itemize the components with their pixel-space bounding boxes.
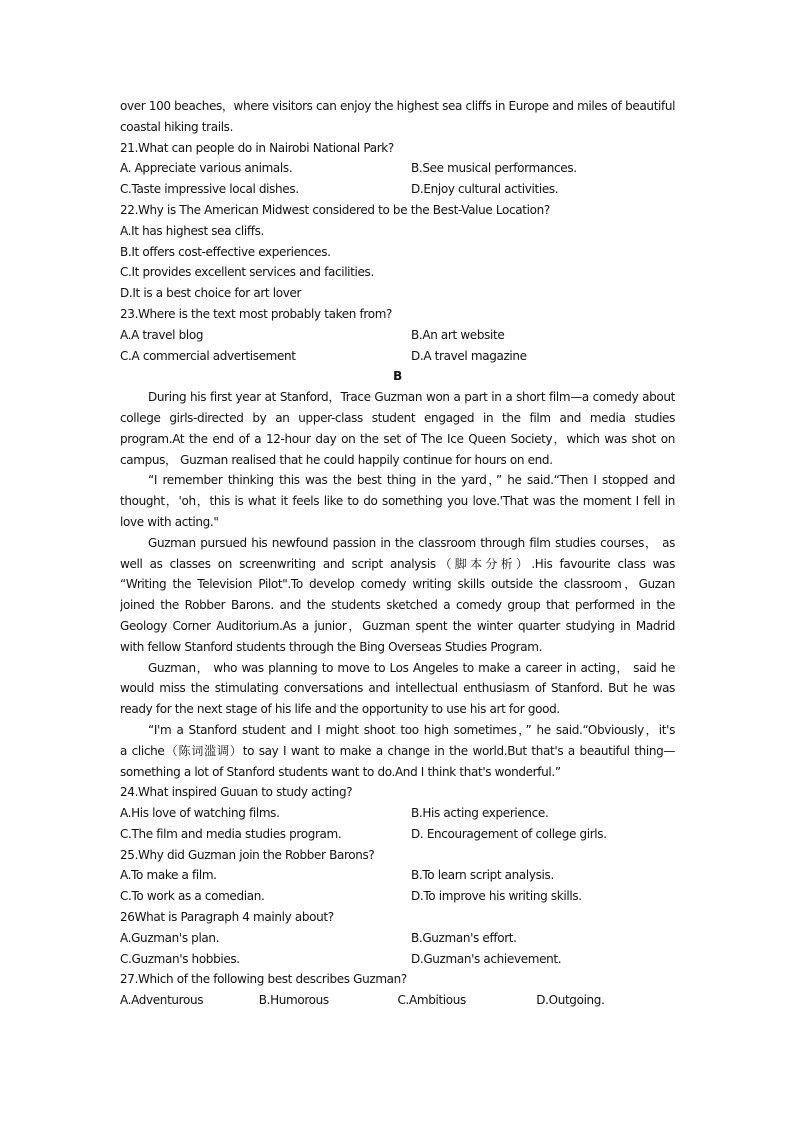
- option-text: C.It provides excellent services and facilities.: [120, 265, 374, 280]
- paragraph-line: would miss the stimulating conversations and intellectual enthusiasm of Stanford. But he was: [120, 681, 675, 696]
- question-stem: 22.Why is The American Midwest considered to be the Best-Value Location?: [120, 202, 550, 217]
- paragraph-line: “Writing the Television Pilot".To develop comedy writing skills outside the classroom，Guzan: [120, 577, 675, 592]
- option-text: B.It offers cost-effective experiences.: [120, 244, 331, 259]
- option-text: D.Outgoing.: [536, 993, 605, 1008]
- option-text: C.The film and media studies program.: [120, 826, 342, 841]
- option-text: D.A travel magazine: [411, 348, 527, 363]
- passage-a-line: coastal hiking trails.: [120, 119, 234, 134]
- question-stem: 21.What can people do in Nairobi National Park?: [120, 140, 394, 155]
- paragraph-line: joined the Robber Barons. and the students sketched a comedy group that performed in the: [120, 598, 675, 613]
- option-text: C.Guzman's hobbies.: [120, 951, 240, 966]
- option-row: [120, 803, 675, 824]
- paragraph-line: campus， Guzman realised that he could happily continue for hours on end.: [120, 452, 553, 467]
- option-text: A.A travel blog: [120, 327, 204, 342]
- question-stem: 25.Why did Guzman join the Robber Barons?: [120, 847, 375, 862]
- option-text: C.Taste impressive local dishes.: [120, 182, 299, 197]
- option-row: [120, 346, 675, 367]
- option-row: [120, 824, 675, 845]
- option-text: A.Guzman's plan.: [120, 930, 220, 945]
- paragraph-line: thought，'oh，this is what it feels like to do something you love.'That was the moment I fell in: [120, 494, 675, 509]
- paragraph-line: ready for the next stage of his life and the opportunity to use his art for good.: [120, 702, 560, 717]
- option-text: D.To improve his writing skills.: [411, 889, 582, 904]
- option-text: A.His love of watching films.: [120, 806, 280, 821]
- question-stem: 23.Where is the text most probably taken from?: [120, 306, 393, 321]
- option-row: [120, 865, 675, 886]
- paragraph-line: something a lot of Stanford students want to do.And I think that's wonderful.”: [120, 764, 561, 779]
- paragraph-line: a cliche（陈词滥调）to say I want to make a change in the world.But that's a beautiful thing—: [120, 743, 675, 758]
- option-text: A. Appreciate various animals.: [120, 161, 293, 176]
- paragraph-line: “I remember thinking this was the best thing in the yard，” he said.“Then I stopped and: [148, 473, 675, 488]
- option-text: A.It has highest sea cliffs.: [120, 223, 264, 238]
- option-text: B.His acting experience.: [411, 806, 549, 821]
- option-row: [120, 949, 675, 970]
- paragraph-line: Geology Corner Auditorium.As a junior，Guzman spent the winter quarter studying in Madrid: [120, 618, 675, 633]
- question-stem: 27.Which of the following best describes Guzman?: [120, 972, 407, 987]
- paragraph-line: Guzman， who was planning to move to Los Angeles to make a career in acting， said he: [148, 660, 675, 675]
- option-text: B.To learn script analysis.: [411, 868, 554, 883]
- option-row: [120, 928, 675, 949]
- option-row: [120, 886, 675, 907]
- option-text: C.A commercial advertisement: [120, 348, 296, 363]
- section-title: B: [393, 369, 402, 384]
- option-text: A.Adventurous: [120, 993, 204, 1008]
- passage-a-line: over 100 beaches，where visitors can enjoy the highest sea cliffs in Europe and miles of beautiful: [120, 99, 675, 113]
- option-text: B.An art website: [411, 327, 505, 342]
- option-row: [120, 990, 675, 1011]
- option-text: B.Guzman's effort.: [411, 930, 517, 945]
- option-text: D.Guzman's achievement.: [411, 951, 562, 966]
- paragraph-line: program.At the end of a 12-hour day on the set of The Ice Queen Society，which was shot on: [120, 431, 675, 446]
- option-text: C.To work as a comedian.: [120, 889, 265, 904]
- option-row: [120, 325, 675, 346]
- option-text: D.It is a best choice for art lover: [120, 286, 302, 301]
- question-stem: 24.What inspired Guuan to study acting?: [120, 785, 353, 800]
- paragraph-line: well as classes on screenwriting and script analysis（脚本分析）.His favourite class was: [120, 556, 675, 571]
- paragraph-line: love with acting.": [120, 514, 219, 529]
- option-text: C.Ambitious: [397, 993, 466, 1008]
- option-text: D.Enjoy cultural activities.: [411, 182, 559, 197]
- option-text: D. Encouragement of college girls.: [411, 826, 607, 841]
- paragraph-line: with fellow Stanford students through the Bing Overseas Studies Program.: [120, 639, 543, 654]
- paragraph-line: “I'm a Stanford student and I might shoot too high sometimes，” he said.“Obviously，it's: [148, 722, 675, 737]
- option-text: A.To make a film.: [120, 868, 217, 883]
- paragraph-line: During his first year at Stanford，Trace Guzman won a part in a short film—a comedy about: [148, 390, 675, 405]
- paragraph-line: college girls-directed by an upper-class student engaged in the film and media studies: [120, 410, 675, 425]
- option-text: B.Humorous: [258, 993, 329, 1008]
- question-stem: 26What is Paragraph 4 mainly about?: [120, 910, 334, 925]
- option-row: [120, 158, 675, 179]
- paragraph-line: Guzman pursued his newfound passion in the classroom through film studies courses， as: [148, 535, 675, 550]
- option-row: [120, 179, 675, 200]
- option-text: B.See musical performances.: [411, 161, 577, 176]
- exam-page: [120, 96, 675, 1011]
